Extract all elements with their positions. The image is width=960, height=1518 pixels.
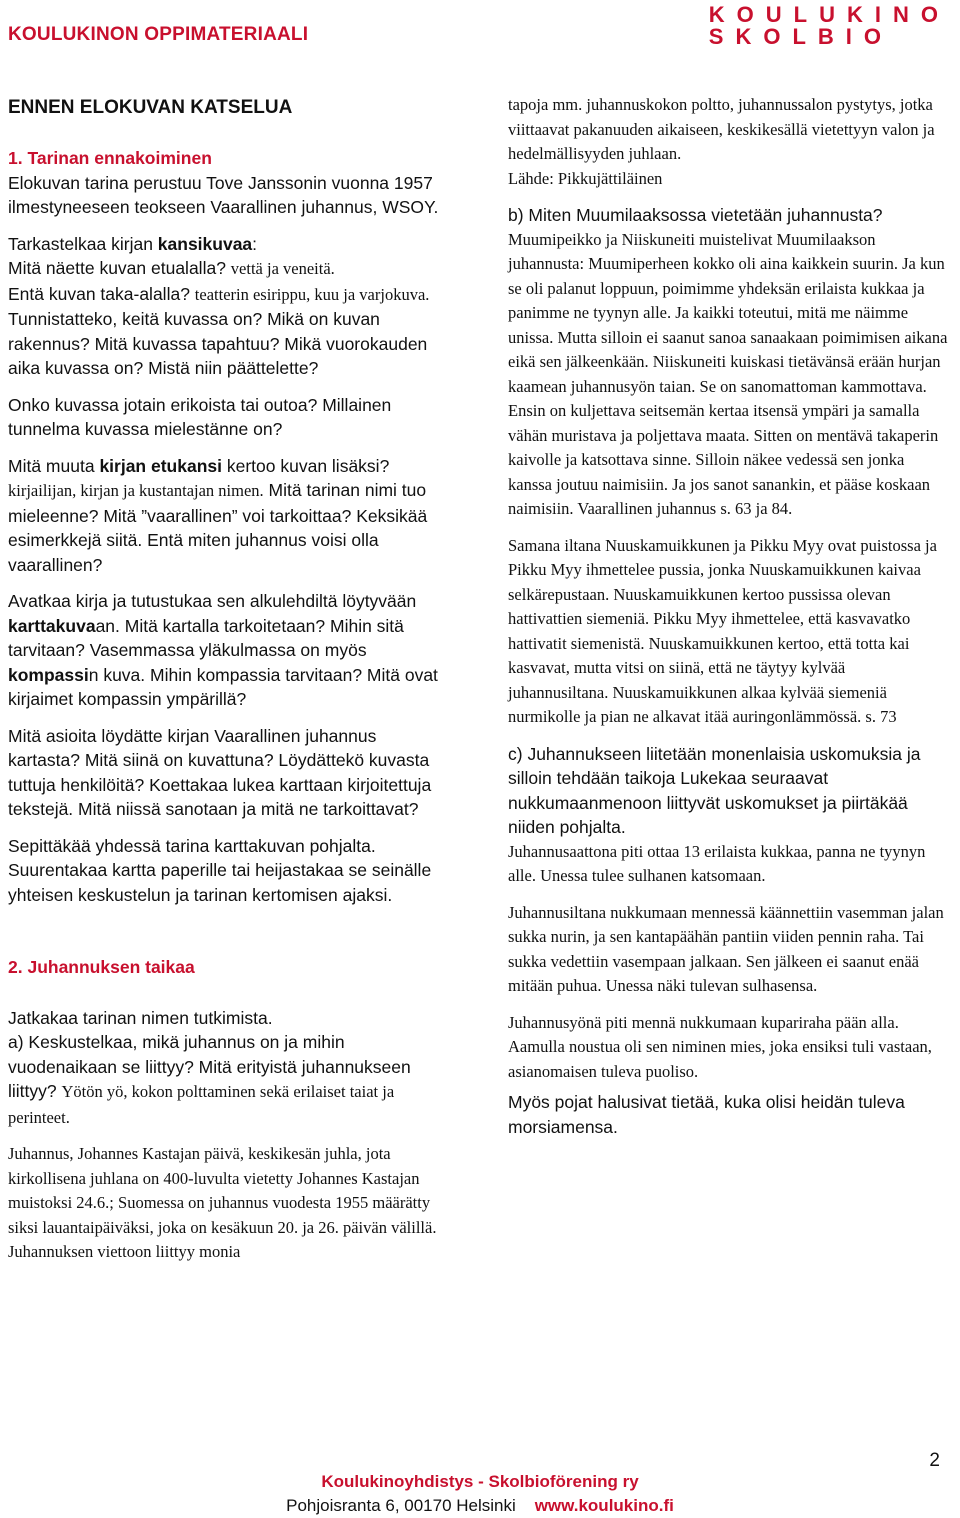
question-c: c) Juhannukseen liitetään monenlaisia uskomuksia ja silloin tehdään taikoja Lukekaa seuraavat nukkumaanmenoon liittyvät uskomukset ja piirtäkää niiden pohjalta.	[508, 743, 921, 837]
task-story: Sepittäkää yhdessä tarina karttakuvan pohjalta. Suurentakaa kartta paperille tai heijastakaa se seinälle yhteisen keskustelun ja tarinan kertomisen ajaksi.	[8, 835, 432, 905]
footer-address: Pohjoisranta 6, 00170 Helsinki www.koulukino.fi	[286, 1496, 674, 1515]
logo-line-2: SKOLBIO	[708, 24, 894, 49]
midsummer-info: Juhannus, Johannes Kastajan päivä, keskikesän juhla, jota kirkollisena juhlana on 400-luvulta vietetty Johannes Kastajan muistoksi 24.6.; Suomessa on juhannus vuodesta 1955 määrätty siksi lauantaipäiväksi, joka on kesäkuun 20. ja 26. päivän välillä. Juhannuksen viettoon liittyy monia	[8, 1144, 437, 1261]
koulukino-logo	[709, 4, 950, 48]
question-b: b) Miten Muumilaaksossa vietetään juhannusta?	[508, 205, 883, 225]
page-heading: ENNEN ELOKUVAN KATSELUA	[8, 97, 293, 118]
footer-url-link[interactable]: www.koulukino.fi	[534, 1496, 674, 1515]
belief-1: Juhannusaattona piti ottaa 13 erilaista kukkaa, panna ne tyynyn alle. Unessa tulee sulhanen katsomaan.	[508, 841, 926, 885]
footer-org: Koulukinoyhdistys - Skolbioförening ry	[321, 1472, 639, 1491]
section-1-text: Elokuvan tarina perustuu Tove Janssonin vuonna 1957 ilmestyneeseen teokseen Vaarallinen juhannus, WSOY.	[8, 172, 439, 217]
header-title: KOULUKINON OPPIMATERIAALI	[8, 24, 309, 45]
question-cover: Tarkastelkaa kirjan kansikuvaa: Mitä näette kuvan etualalla? vettä ja veneitä. Entä kuvan taka-alalla? teatterin esirippu, kuu ja varjokuva. Tunnistatteko, keitä kuvassa on? Mikä on kuvan rakennus? Mitä kuvassa tapahtuu? Mikä vuorokauden aika kuvassa on? Mistä niin päättelette?	[8, 233, 430, 378]
question-front-cover: Mitä muuta kirjan etukansi kertoo kuvan lisäksi? kirjailijan, kirjan ja kustantajan nimen. Mitä tarinan nimi tuo mieleenne? Mitä ”vaarallinen” voi tarkoittaa? Keksikää esimerkkejä siitä. Entä miten juhannus voisi olla vaarallinen?	[8, 455, 428, 575]
section-2-intro: Jatkakaa tarinan nimen tutkimista.	[8, 1007, 273, 1028]
question-a: a) Keskustelkaa, mikä juhannus on ja mihin vuodenaikaan se liittyy? Mitä erityistä juhannukseen liittyy? Yötön yö, kokon polttaminen sekä erilaiset taiat ja perinteet.	[8, 1032, 411, 1127]
belief-4: Myös pojat halusivat tietää, kuka olisi heidän tuleva morsiamensa.	[508, 1092, 905, 1137]
left-column	[8, 88, 448, 1265]
question-map: Avatkaa kirja ja tutustukaa sen alkulehdiltä löytyvään karttakuvaan. Mitä kartalla tarkoitetaan? Mihin sitä tarvitaan? Vasemmassa yläkulmassa on myös kompassin kuva. Mihin kompassia tarvitaan? Mitä ovat kirjaimet kompassin ympärillä?	[8, 591, 438, 709]
belief-2: Juhannusiltana nukkumaan mennessä käännettiin vasemman jalan sukka nurin, ja sen kantapäähän pantiin viiden pennin raha. Tai sukka vedettiin vasempaan jalkaan. Sen jälkeen ei saanut enää mitään puhua. Unessa näki tulevan sulhasensa.	[508, 902, 944, 995]
section-2-title: 2. Juhannuksen taikaa	[8, 957, 195, 977]
section-1-title: 1. Tarinan ennakoiminen	[8, 148, 212, 168]
midsummer-info-cont: tapoja mm. juhannuskokon poltto, juhannussalon pystytys, jotka viittaavat pakanuuden aikaiseen, keskikesällä vietettyyn valon ja hedelmällisyyden juhlaan.	[508, 95, 935, 163]
belief-3: Juhannusyönä piti mennä nukkumaan kupariraha pään alla. Aamulla noustua oli sen niminen mies, joka ensiksi tuli vastaan, asianomaisen tuleva puoliso.	[508, 1012, 932, 1081]
right-column	[508, 93, 948, 1139]
source-note: Lähde: Pikkujättiläinen	[508, 168, 663, 188]
question-mood: Onko kuvassa jotain erikoista tai outoa? Millainen tunnelma kuvassa mielestänne on?	[8, 394, 392, 439]
answer-b-summary: Samana iltana Nuuskamuikkunen ja Pikku Myy ovat puistossa ja Pikku Myy ihmettelee pussia, jonka Nuuskamuikkunen kaivaa selkärepustaan. Nuuskamuikkunen kertoo pussissa olevan hattivattien siemeniä. Pikku Myy ihmettelee, että kasvavatko hattivatit siemenistä. Nuuskamuikkunen kertoo, että totta kai kasvavat, mutta vitsi on siinä, että ne täytyy kylvää juhannusiltana. Nuuskamuikkunen alkaa kylvää siemeniä nurmikolle ja pian ne alkavat itää auringonlämmössä. s. 73	[508, 535, 937, 726]
answer-b-quote: Muumipeikko ja Niiskuneiti muistelivat Muumilaakson juhannusta: Muumiperheen kokko oli aina kaikkein suurin. Ja kun se oli palanut loppuun, poimimme yhdeksän erilaista kukkaa ja panimme ne tyynyn alle. Ja kaikki toteutui, mitä me näimme unissa. Mutta silloin ei saanut sanoa sanaakaan poimimisen aikana eikä sen jälkeenkään. Niiskuneiti kuiskasi tietävänsä erään hurjan kaamean juhannusyön taian. Se on sanomattoman kammottava. Ensin on kuljettava seitsemän kertaa itsensä ympäri ja samalla vähän muristava ja poljettava maata. Sitten on mentävä takaperin kaivolle ja katsottava sinne. Silloin näkee vedessä sen jonka kanssa joutuu naimisiin. Ja jos sanot sanankin, et pääse koskaan naimisiin. Vaarallinen juhannus s. 63 ja 84.	[508, 229, 948, 518]
logo-line-1: KOULUKINO	[708, 2, 950, 27]
question-map-contents: Mitä asioita löydätte kirjan Vaarallinen juhannus kartasta? Mitä siinä on kuvattuna? Löydättekö kuvasta tuttuja henkilöitä? Koettakaa lukea karttaan kirjoitettuja tekstejä. Mitä niissä sanotaan ja mitä ne tarkoittavat?	[8, 725, 432, 819]
page-number: 2	[929, 1450, 940, 1471]
